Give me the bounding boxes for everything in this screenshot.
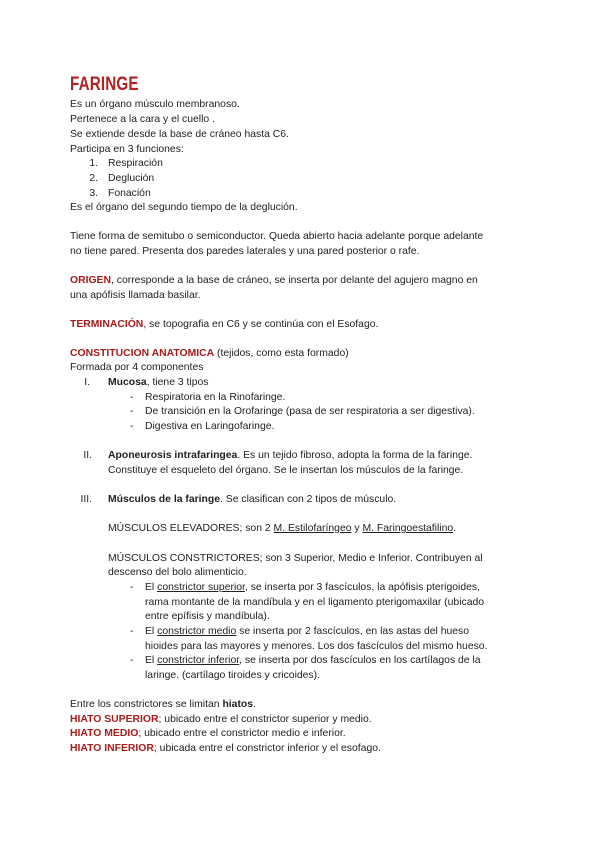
list-item: De transición en la Orofaringe (pasa de ser respiratoria a ser digestiva). bbox=[145, 406, 475, 417]
roman-number: II. bbox=[83, 450, 92, 461]
intro-line: Es un órgano músculo membranoso. bbox=[70, 99, 240, 110]
constrictor-inferior-line: El constrictor inferior, se inserta por dos fascículos en los cartílagos de la bbox=[145, 655, 481, 666]
paragraph-line: hioides para las mayores y menores. Los dos fascículos del mismo hueso. bbox=[145, 641, 488, 652]
dash-bullet: - bbox=[130, 406, 134, 417]
paragraph-line: no tiene pared. Presenta dos paredes laterales y una pared posterior o rafe. bbox=[70, 246, 420, 257]
intro-line: Participa en 3 funciones: bbox=[70, 144, 184, 155]
list-number: 1. bbox=[89, 158, 98, 169]
intro-line: Pertenece a la cara y el cuello . bbox=[70, 114, 215, 125]
hiatos-intro: Entre los constrictores se limitan hiatos. bbox=[70, 699, 256, 710]
intro-line: Se extiende desde la base de cráneo hasta C6. bbox=[70, 129, 289, 140]
paragraph-line: laringe. (cartílago tiroides y cricoides). bbox=[145, 670, 320, 681]
origen-label: ORIGEN bbox=[70, 275, 111, 286]
constrictor-superior-line: El constrictor superior, se inserta por 3 fascículos, la apófisis pterigoides, bbox=[145, 582, 480, 593]
terminacion-label: TERMINACIÓN bbox=[70, 319, 144, 330]
paragraph-line: Es el órgano del segundo tiempo de la deglución. bbox=[70, 202, 298, 213]
page-title: FARINGE bbox=[70, 74, 139, 95]
constitucion-label: CONSTITUCION ANATOMICA bbox=[70, 348, 215, 359]
origen-line: ORIGEN, corresponde a la base de cráneo, se inserta por delante del agujero magno en bbox=[70, 275, 478, 286]
musculos-line: Músculos de la faringe. Se clasifican con 2 tipos de músculo. bbox=[108, 494, 397, 505]
paragraph-line: rama montante de la mandíbula y en el ligamento pterigomaxilar (ubicado bbox=[145, 597, 485, 608]
list-item: Digestiva en Laringofaringe. bbox=[145, 421, 275, 432]
paragraph-line: una apófisis llamada basilar. bbox=[70, 290, 201, 301]
list-number: 2. bbox=[89, 173, 98, 184]
dash-bullet: - bbox=[130, 626, 134, 637]
list-number: 3. bbox=[89, 188, 98, 199]
list-item: Deglución bbox=[108, 173, 155, 184]
paragraph-line: descenso del bolo alimenticio. bbox=[108, 567, 247, 578]
hiato-superior-line: HIATO SUPERIOR; ubicado entre el constrictor superior y medio. bbox=[70, 714, 372, 725]
hiato-medio-line: HIATO MEDIO; ubicado entre el constrictor medio e inferior. bbox=[70, 728, 346, 739]
paragraph-line: entre epífisis y mandíbula). bbox=[145, 611, 270, 622]
terminacion-line: TERMINACIÓN, se topografia en C6 y se continúa con el Esofago. bbox=[70, 319, 379, 330]
paragraph-line: MÚSCULOS CONSTRICTORES; son 3 Superior, Medio e Inferior. Contribuyen al bbox=[108, 553, 483, 564]
list-item: Respiratoria en la Rinofaringe. bbox=[145, 392, 286, 403]
elevadores-line: MÚSCULOS ELEVADORES; son 2 M. Estilofaríngeo y M. Faringoestafilino. bbox=[108, 523, 457, 534]
dash-bullet: - bbox=[130, 655, 134, 666]
paragraph-line: Formada por 4 componentes bbox=[70, 362, 204, 373]
paragraph-line: Constituye el esqueleto del órgano. Se le insertan los músculos de la faringe. bbox=[108, 465, 464, 476]
list-item: Respiración bbox=[108, 158, 163, 169]
roman-number: I. bbox=[84, 377, 90, 388]
list-item: Fonación bbox=[108, 188, 151, 199]
constrictor-medio-line: El constrictor medio se inserta por 2 fascículos, en las astas del hueso bbox=[145, 626, 470, 637]
paragraph-line: Tiene forma de semitubo o semiconductor. Queda abierto hacia adelante porque adelante bbox=[70, 231, 484, 242]
roman-number: III. bbox=[80, 494, 92, 505]
dash-bullet: - bbox=[130, 392, 134, 403]
dash-bullet: - bbox=[130, 582, 134, 593]
mucosa-line: Mucosa, tiene 3 tipos bbox=[108, 377, 209, 388]
hiato-inferior-line: HIATO INFERIOR; ubicada entre el constrictor inferior y el esofago. bbox=[70, 743, 381, 754]
constitucion-heading: CONSTITUCION ANATOMICA (tejidos, como esta formado) bbox=[70, 348, 349, 359]
aponeurosis-line: Aponeurosis intrafaringea. Es un tejido fibroso, adopta la forma de la faringe. bbox=[108, 450, 473, 461]
dash-bullet: - bbox=[130, 421, 134, 432]
